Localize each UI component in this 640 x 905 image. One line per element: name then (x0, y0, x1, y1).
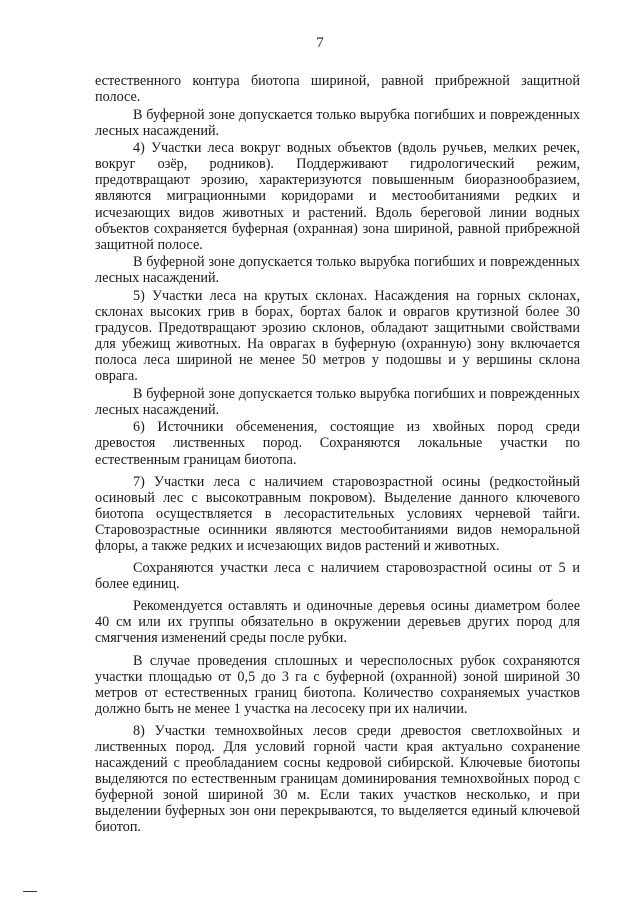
paragraph-biotope-contour: естественного контура биотопа шириной, равной прибрежной защитной полосе. (95, 73, 580, 106)
paragraph-item-7-old-aspen: 7) Участки леса с наличием старовозрастной осины (редкостойный осиновый лес с высокотравным покровом). Выделение данного ключевого биотопа осуществляется в лесорастительных условиях черневой тайги. Старовозрастные осинники являются местообитаниями видов неморальной флоры, а также редких и исчезающих видов растений и животных. (95, 473, 580, 554)
paragraph-item-5-steep-slopes: 5) Участки леса на крутых склонах. Насаждения на горных склонах, склонах высоких грив в борах, бортах балок и оврагов крутизной более 30 градусов. Предотвращают эрозию склонов, обладают защитными свойствами для убежищ животных. На оврагах в буферную (охранную) зону включается полоса леса шириной не менее 50 метров у подошвы и у вершины склона оврага. (95, 287, 580, 385)
paragraph-clear-cutting: В случае проведения сплошных и чересполосных рубок сохраняются участки площадью от 0,5 до 3 га с буферной (охранной) зоной шириной 30 метров от естественных границ биотопа. Количество сохраняемых участков должно быть не менее 1 участка на лесосеку при их наличии. (95, 652, 580, 717)
paragraph-buffer-zone-1: В буферной зоне допускается только вырубка погибших и поврежденных лесных насаждений. (95, 106, 580, 139)
paragraph-aspen-preserve: Сохраняются участки леса с наличием старовозрастной осины от 5 и более единиц. (95, 560, 580, 593)
margin-mark (23, 891, 37, 892)
paragraph-aspen-recommendation: Рекомендуется оставлять и одиночные деревья осины диаметром более 40 см или их группы обязательно в окружении деревьев других пород для смягчения изменений среды после рубки. (95, 598, 580, 647)
paragraph-item-4-water-objects: 4) Участки леса вокруг водных объектов (вдоль ручьев, мелких речек, вокруг озёр, родников). Поддерживают гидрологический режим, предотвращают эрозию, характеризуются повышенным биоразнообразием, являются миграционными коридорами и местообитаниями редких и исчезающих видов животных и растений. Вдоль береговой линии водных объектов сохраняется буферная (охранная) зона шириной, равной прибрежной защитной полосе. (95, 140, 580, 253)
page-body (95, 73, 580, 837)
paragraph-buffer-zone-3: В буферной зоне допускается только вырубка погибших и поврежденных лесных насаждений. (95, 385, 580, 418)
paragraph-item-8-dark-conifer: 8) Участки темнохвойных лесов среди древостоя светлохвойных и лиственных пород. Для условий горной части края актуально сохранение насаждений с преобладанием сосны кедровой сибирской. Ключевые биотопы выделяются по естественным границам доминирования темнохвойных пород с буферной зоной шириной 30 м. Если таких участков несколько, и при выделении буферных зон они перекрываются, то выделяется единый ключевой биотоп. (95, 722, 580, 836)
page-number: 7 (316, 35, 324, 51)
paragraph-item-6-seed-sources: 6) Источники обсеменения, состоящие из хвойных пород среди древостоя лиственных пород. Сохраняются локальные участки по естественным границам биотопа. (95, 419, 580, 468)
paragraph-buffer-zone-2: В буферной зоне допускается только вырубка погибших и поврежденных лесных насаждений. (95, 254, 580, 287)
